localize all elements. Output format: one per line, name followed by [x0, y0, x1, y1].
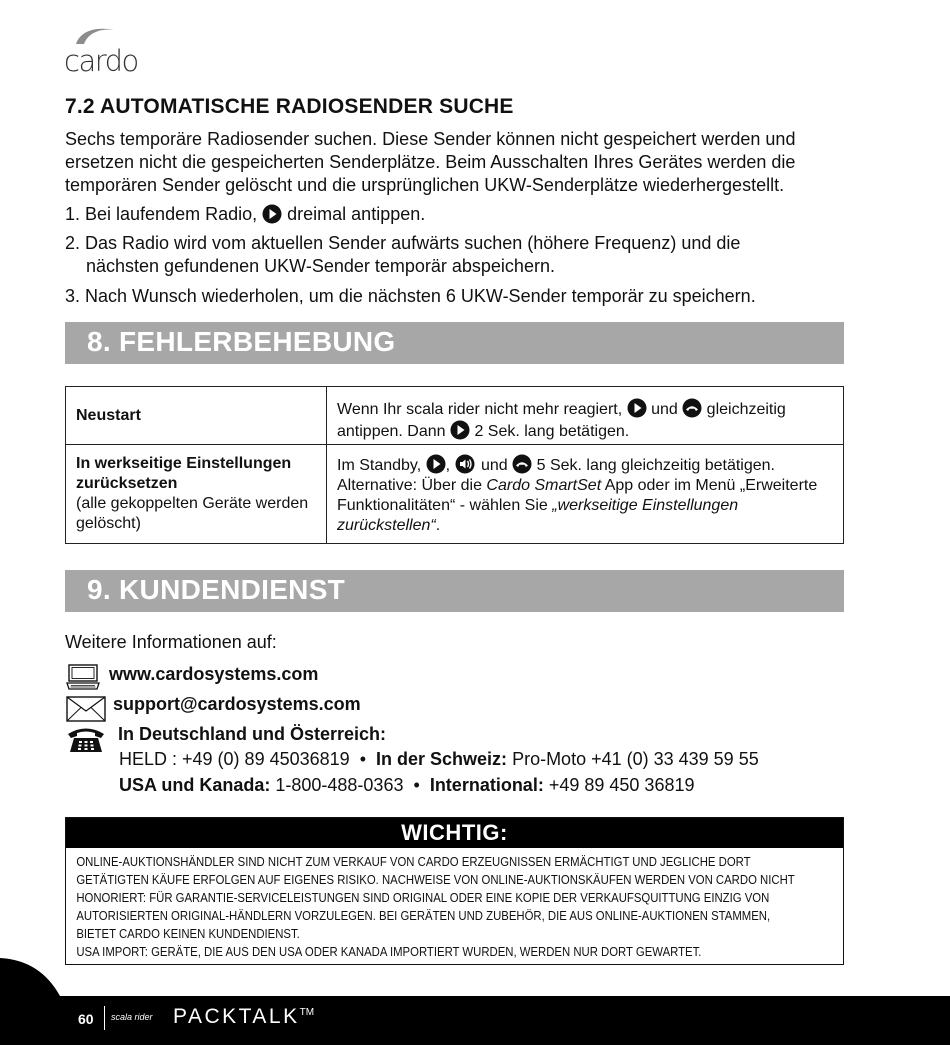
play-button-icon [262, 204, 282, 224]
cardo-logo [64, 24, 144, 78]
phone-button-icon [512, 454, 532, 474]
table-row [66, 445, 844, 544]
desc-text: gleichzeitig antippen. Dann [337, 401, 786, 440]
step-2-line-2: nächsten gefundenen UKW-Sender temporär abspeichern. [86, 256, 555, 276]
play-button-icon [627, 398, 647, 418]
switzerland-phone: Pro-Moto +41 (0) 33 439 59 55 [512, 749, 759, 769]
footer-band [0, 940, 950, 1045]
usa-canada-phone: 1-800-488-0363 [275, 775, 404, 795]
step-1 [65, 203, 865, 226]
desc-text: und [481, 457, 508, 474]
website-link[interactable]: www.cardosystems.com [109, 664, 319, 684]
telephone-icon [66, 725, 106, 753]
desc-text: 2 Sek. lang betätigen. [474, 423, 630, 440]
desc-text: Wenn Ihr scala rider nicht mehr reagiert, [337, 401, 623, 418]
step-2 [65, 232, 865, 278]
desc-text: . [435, 517, 441, 534]
row-label-cell [66, 445, 327, 544]
section-9-bar [65, 570, 844, 612]
region-germany-austria: In Deutschland und Österreich: [118, 724, 387, 744]
logo-text: cardo [64, 44, 138, 78]
section-8-bar [65, 322, 844, 364]
step-3: 3. Nach Wunsch wiederholen, um die nächsten 6 UKW-Sender temporär zu speichern. [65, 286, 756, 306]
separator: • [413, 775, 420, 795]
international-phone: +49 89 450 36819 [548, 775, 695, 795]
play-button-icon [426, 454, 446, 474]
row-label: Neustart [66, 387, 327, 445]
desc-text: 5 Sek. lang gleichzeitig betätigen. Alternative: Über die [337, 457, 775, 494]
email-link[interactable]: support@cardosystems.com [113, 694, 361, 714]
step-1-text-end: dreimal antippen. [287, 204, 426, 224]
page-number: 60 [78, 1011, 94, 1027]
desc-text: App oder im Menü „Erweiterte Funktionalitäten“ - wählen Sie [337, 477, 818, 514]
separator: • [359, 749, 366, 769]
troubleshooting-table [65, 386, 844, 544]
step-1-text: 1. Bei laufendem Radio, [65, 204, 258, 224]
row-note: (alle gekoppelten Geräte werden gelöscht) [76, 495, 309, 532]
desc-text: und [651, 401, 678, 418]
phone-button-icon [682, 398, 702, 418]
play-button-icon [450, 420, 470, 440]
footer-divider [104, 1006, 105, 1030]
row-description [327, 445, 844, 544]
section-7-2-intro: Sechs temporäre Radiosender suchen. Diese Sender können nicht gespeichert werden und ersetzen nicht die gespeicherten Senderplätze. Beim Ausschalten Ihres Gerätes werden die temporären Sender gelöscht und die ursprünglichen UKW-Senderplätze wiederhergestellt. [65, 129, 796, 195]
footer-brand: scala rider [111, 1012, 153, 1022]
row-description [327, 387, 844, 445]
computer-icon [66, 664, 100, 690]
app-name: Cardo SmartSet [486, 477, 602, 494]
phone-line-2 [119, 772, 759, 798]
switzerland-label: In der Schweiz: [376, 749, 508, 769]
mail-icon [66, 696, 106, 722]
section-7-2-heading: 7.2 AUTOMATISCHE RADIOSENDER SUCHE [65, 95, 514, 118]
logo-swoosh-icon [72, 24, 116, 46]
section-9-heading: 9. KUNDENDIENST [87, 574, 346, 605]
phone-line-1 [119, 746, 759, 772]
usa-canada-label: USA und Kanada: [119, 775, 271, 795]
international-label: International: [429, 775, 544, 795]
trademark-symbol: TM [299, 1007, 315, 1018]
more-info-text: Weitere Informationen auf: [65, 632, 277, 652]
important-title: WICHTIG: [66, 818, 843, 848]
footer-product [173, 1005, 314, 1029]
menu-option: „werkseitige Einstellungen zurückstellen“ [337, 497, 739, 534]
row-label: In werkseitige Einstellungen zurücksetzen [76, 455, 292, 492]
step-2-line-1: 2. Das Radio wird vom aktuellen Sender aufwärts suchen (höhere Frequenz) und die [65, 233, 741, 253]
product-name: PACKTALK [173, 1005, 300, 1028]
held-phone: HELD : +49 (0) 89 45036819 [119, 749, 350, 769]
desc-text: Im Standby, [337, 457, 422, 474]
section-8-heading: 8. FEHLERBEHEBUNG [87, 326, 396, 357]
desc-text: , [445, 457, 451, 474]
important-text-2: USA IMPORT: GERÄTE, DIE AUS DEN USA ODER KANADA IMPORTIERT WURDEN, WERDEN NUR DORT GEWARTET. [76, 944, 702, 959]
volume-button-icon [455, 454, 477, 474]
table-row [66, 387, 844, 445]
phone-numbers [119, 746, 759, 798]
important-text-1: ONLINE-AUKTIONSHÄNDLER SIND NICHT ZUM VERKAUF VON CARDO ERZEUGNISSEN ERMÄCHTIGT UND JEGLICHE DORT GETÄTIGTEN KÄUFE ERFOLGEN AUF EIGENES RISIKO. NACHWEISE VON ONLINE-AUKTIONSKÄUFEN WERDEN VON CARDO NICHT HONORIERT: FÜR GARANTIE-SERVICELEISTUNGEN SIND ORIGINAL ODER EINE KOPIE DER VERKAUFSQUITTUNG EINZIG VON AUTORISIERTEN ORIGINAL-HÄNDLERN VORZULEGEN. BEI GERÄTEN UND ZUBEHÖR, DIE AUS ONLINE-AUKTIONEN STAMMEN, BIETET CARDO KEINEN KUNDENDIENST. [76, 854, 795, 941]
